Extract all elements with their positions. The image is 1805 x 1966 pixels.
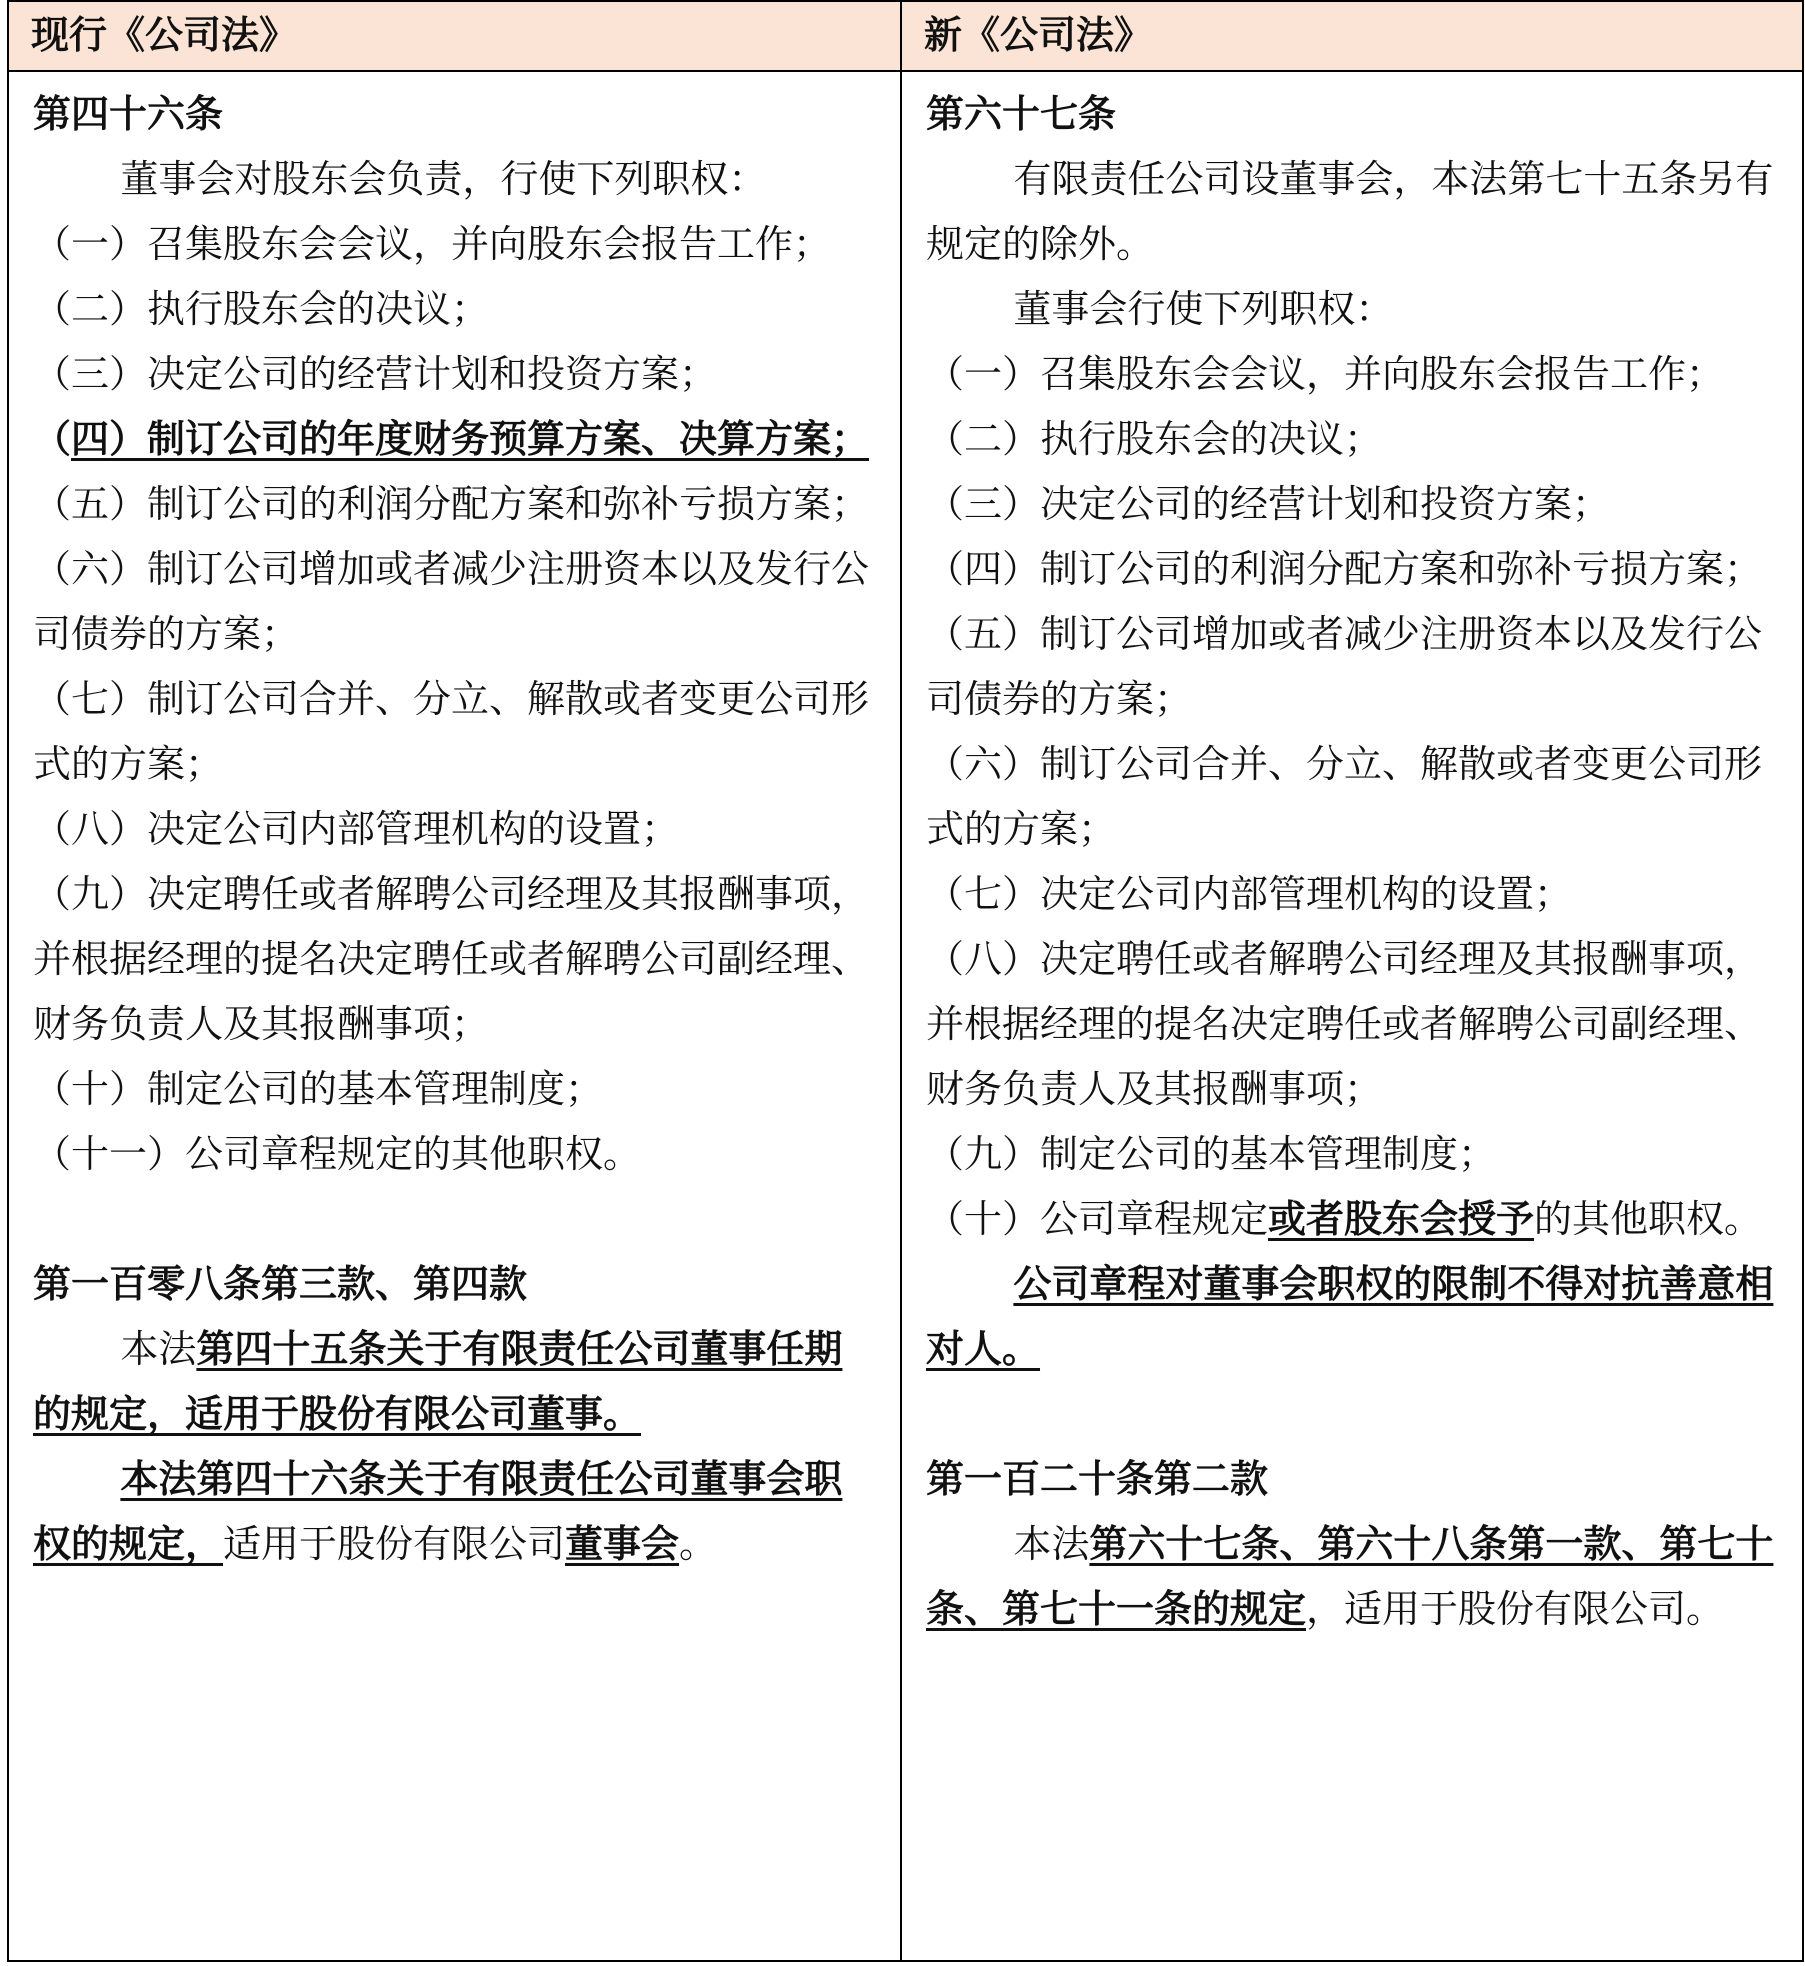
article-46-item-8: （八）决定公司内部管理机构的设置； bbox=[33, 807, 680, 851]
article-67-item-7: （七）决定公司内部管理机构的设置； bbox=[926, 872, 1573, 916]
article-46-item-3: （三）决定公司的经营计划和投资方案； bbox=[33, 352, 718, 396]
para-4-emphasis-2: 董事会 bbox=[565, 1522, 680, 1566]
header-current-law: 现行《公司法》 bbox=[9, 2, 902, 70]
para-3-prefix: 本法 bbox=[120, 1327, 197, 1371]
article-46-title: 第四十六条 bbox=[33, 92, 224, 136]
para-3-added-text: 公司章程对董事会职权的限制不得对抗善意相对人。 bbox=[926, 1262, 1774, 1371]
article-67-item-4: （四）制订公司的利润分配方案和弥补亏损方案； bbox=[926, 547, 1763, 591]
article-46-item-9: （九）决定聘任或者解聘公司经理及其报酬事项，并根据经理的提名决定聘任或者解聘公司副经理、财务负责人及其报酬事项； bbox=[33, 872, 870, 1046]
article-46-item-7: （七）制订公司合并、分立、解散或者变更公司形式的方案； bbox=[33, 677, 870, 786]
article-67-item-3: （三）决定公司的经营计划和投资方案； bbox=[926, 482, 1611, 526]
article-46-item-10: （十）制定公司的基本管理制度； bbox=[33, 1067, 604, 1111]
para-4-end: 。 bbox=[679, 1522, 718, 1566]
article-46-item-6: （六）制订公司增加或者减少注册资本以及发行公司债券的方案； bbox=[33, 547, 870, 656]
article-46-item-11: （十一）公司章程规定的其他职权。 bbox=[33, 1132, 642, 1176]
table-header-row bbox=[9, 2, 1802, 72]
para-3-emphasis: 第四十五条关于有限责任公司董事任期的规定，适用于股份有限公司董事。 bbox=[33, 1327, 843, 1436]
new-law-column bbox=[902, 72, 1802, 1960]
para-2-prefix: 本法 bbox=[1013, 1522, 1090, 1566]
item-10-suffix: 的其他职权。 bbox=[1534, 1197, 1763, 1241]
item-4-paren: （ bbox=[33, 417, 72, 461]
article-46-intro: 董事会对股东会负责，行使下列职权： bbox=[120, 157, 767, 201]
article-46-item-4 bbox=[33, 407, 880, 472]
article-108-para-4 bbox=[33, 1447, 880, 1577]
item-10-added-text: 或者股东会授予 bbox=[1268, 1197, 1535, 1241]
article-67-item-8: （八）决定聘任或者解聘公司经理及其报酬事项，并根据经理的提名决定聘任或者解聘公司副经理、财务负责人及其报酬事项； bbox=[926, 937, 1763, 1111]
article-67-title: 第六十七条 bbox=[926, 92, 1117, 136]
comparison-table bbox=[7, 0, 1804, 1962]
para-2-emphasis: 第六十七条、第六十八条第一款、第七十条、第七十一条的规定 bbox=[926, 1522, 1774, 1631]
header-new-law: 新《公司法》 bbox=[924, 13, 1153, 57]
article-120-para-2 bbox=[926, 1512, 1786, 1642]
article-67-item-10 bbox=[926, 1187, 1786, 1252]
article-67-item-5: （五）制订公司增加或者减少注册资本以及发行公司债券的方案； bbox=[926, 612, 1763, 721]
article-46-item-5: （五）制订公司的利润分配方案和弥补亏损方案； bbox=[33, 482, 870, 526]
article-67-para-2: 董事会行使下列职权： bbox=[1013, 287, 1394, 331]
article-67-para-3 bbox=[926, 1252, 1786, 1382]
item-4-deleted-text: 四）制订公司的年度财务预算方案、决算方案； bbox=[71, 417, 870, 461]
spacer bbox=[926, 1382, 1786, 1447]
article-120-title: 第一百二十条第二款 bbox=[926, 1457, 1269, 1501]
article-67-item-1: （一）召集股东会会议，并向股东会报告工作； bbox=[926, 352, 1725, 396]
para-4-emphasis: 本法第四十六条关于有限责任公司董事会职权的规定， bbox=[33, 1457, 843, 1566]
article-46-item-1: （一）召集股东会会议，并向股东会报告工作； bbox=[33, 222, 832, 266]
item-10-prefix: （十）公司章程规定 bbox=[926, 1197, 1269, 1241]
spacer bbox=[33, 1187, 880, 1252]
article-67-item-6: （六）制订公司合并、分立、解散或者变更公司形式的方案； bbox=[926, 742, 1763, 851]
article-67-item-9: （九）制定公司的基本管理制度； bbox=[926, 1132, 1497, 1176]
current-law-column bbox=[9, 72, 902, 1960]
article-46-item-2: （二）执行股东会的决议； bbox=[33, 287, 490, 331]
article-108-title: 第一百零八条第三款、第四款 bbox=[33, 1262, 528, 1306]
article-67-item-2: （二）执行股东会的决议； bbox=[926, 417, 1383, 461]
para-2-suffix: ，适用于股份有限公司。 bbox=[1306, 1587, 1725, 1631]
table-body-row bbox=[9, 72, 1802, 1960]
article-67-para-1: 有限责任公司设董事会，本法第七十五条另有规定的除外。 bbox=[926, 157, 1774, 266]
article-108-para-3 bbox=[33, 1317, 880, 1447]
para-4-middle: 适用于股份有限公司 bbox=[223, 1522, 566, 1566]
